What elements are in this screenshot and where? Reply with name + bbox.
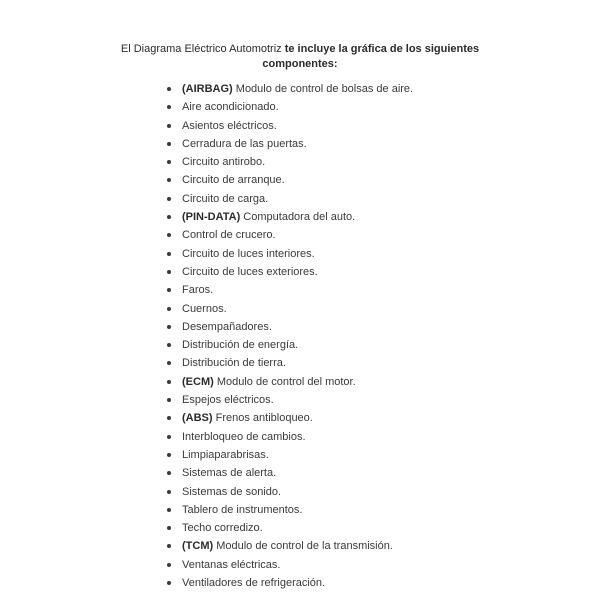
- item-text: Circuito de luces interiores.: [182, 247, 315, 260]
- list-item: [165, 354, 413, 372]
- bullet-icon: [167, 526, 171, 530]
- list-item: [165, 428, 413, 446]
- item-text: Computadora del auto.: [240, 211, 356, 224]
- list-item: [165, 391, 413, 409]
- item-text: Desempañadores.: [182, 320, 272, 333]
- item-text: Faros.: [182, 284, 214, 297]
- item-text: Cerradura de las puertas.: [182, 137, 307, 150]
- bullet-icon: [167, 416, 171, 420]
- bullet-icon: [167, 544, 171, 548]
- bullet-icon: [167, 178, 171, 182]
- item-abbreviation: (ECM): [182, 375, 214, 388]
- item-abbreviation: (PIN-DATA): [182, 211, 241, 224]
- bullet-icon: [167, 581, 171, 585]
- list-item: [165, 98, 413, 116]
- intro-emphasis-1: te incluye la gráfica de los siguientes: [284, 43, 480, 55]
- item-abbreviation: (TCM): [182, 540, 214, 553]
- list-item: [165, 263, 413, 281]
- item-text: Circuito antirobo.: [182, 156, 266, 169]
- list-item: [165, 501, 413, 519]
- list-item: [165, 537, 413, 555]
- item-abbreviation: (AIRBAG): [182, 83, 233, 95]
- intro-paragraph: [0, 42, 600, 72]
- item-text: Sistemas de sonido.: [182, 485, 282, 498]
- list-item: [165, 117, 413, 135]
- list-item: [165, 446, 413, 464]
- list-item: [165, 574, 413, 592]
- list-item: [165, 464, 413, 482]
- bullet-icon: [167, 252, 171, 256]
- item-abbreviation: (ABS): [182, 412, 213, 425]
- bullet-icon: [167, 343, 171, 347]
- item-text: Asientos eléctricos.: [182, 119, 277, 132]
- item-text: Tablero de instrumentos.: [182, 503, 303, 516]
- bullet-icon: [167, 361, 171, 365]
- list-item: [165, 300, 413, 318]
- bullet-icon: [167, 453, 171, 457]
- list-item: [165, 336, 413, 354]
- bullet-icon: [167, 142, 171, 146]
- bullet-icon: [167, 233, 171, 237]
- list-item: [165, 281, 413, 299]
- list-item: [165, 318, 413, 336]
- item-text: Distribución de energía.: [182, 339, 299, 352]
- list-item: [165, 245, 413, 263]
- list-item: [165, 409, 413, 427]
- item-text: Distribución de tierra.: [182, 357, 286, 370]
- list-item: [165, 373, 413, 391]
- item-text: Ventiladores de refrigeración.: [182, 577, 326, 590]
- intro-line-2: [0, 57, 600, 72]
- item-text: Cuernos.: [182, 302, 227, 315]
- bullet-icon: [167, 307, 171, 311]
- bullet-icon: [167, 490, 171, 494]
- component-list: [165, 80, 413, 592]
- list-item: [165, 135, 413, 153]
- intro-emphasis-2: componentes:: [262, 58, 338, 70]
- bullet-icon: [167, 508, 171, 512]
- bullet-icon: [167, 325, 171, 329]
- bullet-icon: [167, 563, 171, 567]
- item-text: Ventanas eléctricas.: [182, 558, 281, 571]
- bullet-icon: [167, 380, 171, 384]
- intro-lead: El Diagrama Eléctrico Automotriz: [120, 43, 285, 55]
- item-text: Sistemas de alerta.: [182, 467, 277, 480]
- list-item: [165, 208, 413, 226]
- item-text: Modulo de control de bolsas de aire.: [232, 83, 414, 95]
- list-item: [165, 153, 413, 171]
- bullet-icon: [167, 270, 171, 274]
- bullet-icon: [167, 105, 171, 109]
- list-item: [165, 226, 413, 244]
- bullet-icon: [167, 87, 171, 91]
- list-item: [165, 483, 413, 501]
- item-text: Control de crucero.: [182, 229, 276, 242]
- item-text: Frenos antibloqueo.: [212, 412, 313, 425]
- list-item: [165, 80, 413, 98]
- list-item: [165, 519, 413, 537]
- item-text: Espejos eléctricos.: [182, 394, 274, 407]
- item-text: Modulo de control de la transmisión.: [213, 540, 393, 553]
- bullet-icon: [167, 215, 171, 219]
- item-text: Circuito de carga.: [182, 192, 269, 205]
- item-text: Techo corredizo.: [182, 522, 263, 535]
- item-text: Circuito de luces exteriores.: [182, 265, 318, 278]
- item-text: Interbloqueo de cambios.: [182, 430, 306, 443]
- item-text: Modulo de control del motor.: [213, 375, 356, 388]
- bullet-icon: [167, 124, 171, 128]
- list-item: [165, 556, 413, 574]
- list-item: [165, 190, 413, 208]
- bullet-icon: [167, 197, 171, 201]
- intro-line-1: [0, 42, 600, 57]
- bullet-icon: [167, 471, 171, 475]
- item-text: Limpiaparabrisas.: [182, 448, 269, 461]
- list-item: [165, 171, 413, 189]
- item-text: Circuito de arranque.: [182, 174, 285, 187]
- bullet-icon: [167, 435, 171, 439]
- bullet-icon: [167, 288, 171, 292]
- bullet-icon: [167, 160, 171, 164]
- item-text: Aire acondicionado.: [182, 101, 279, 114]
- bullet-icon: [167, 398, 171, 402]
